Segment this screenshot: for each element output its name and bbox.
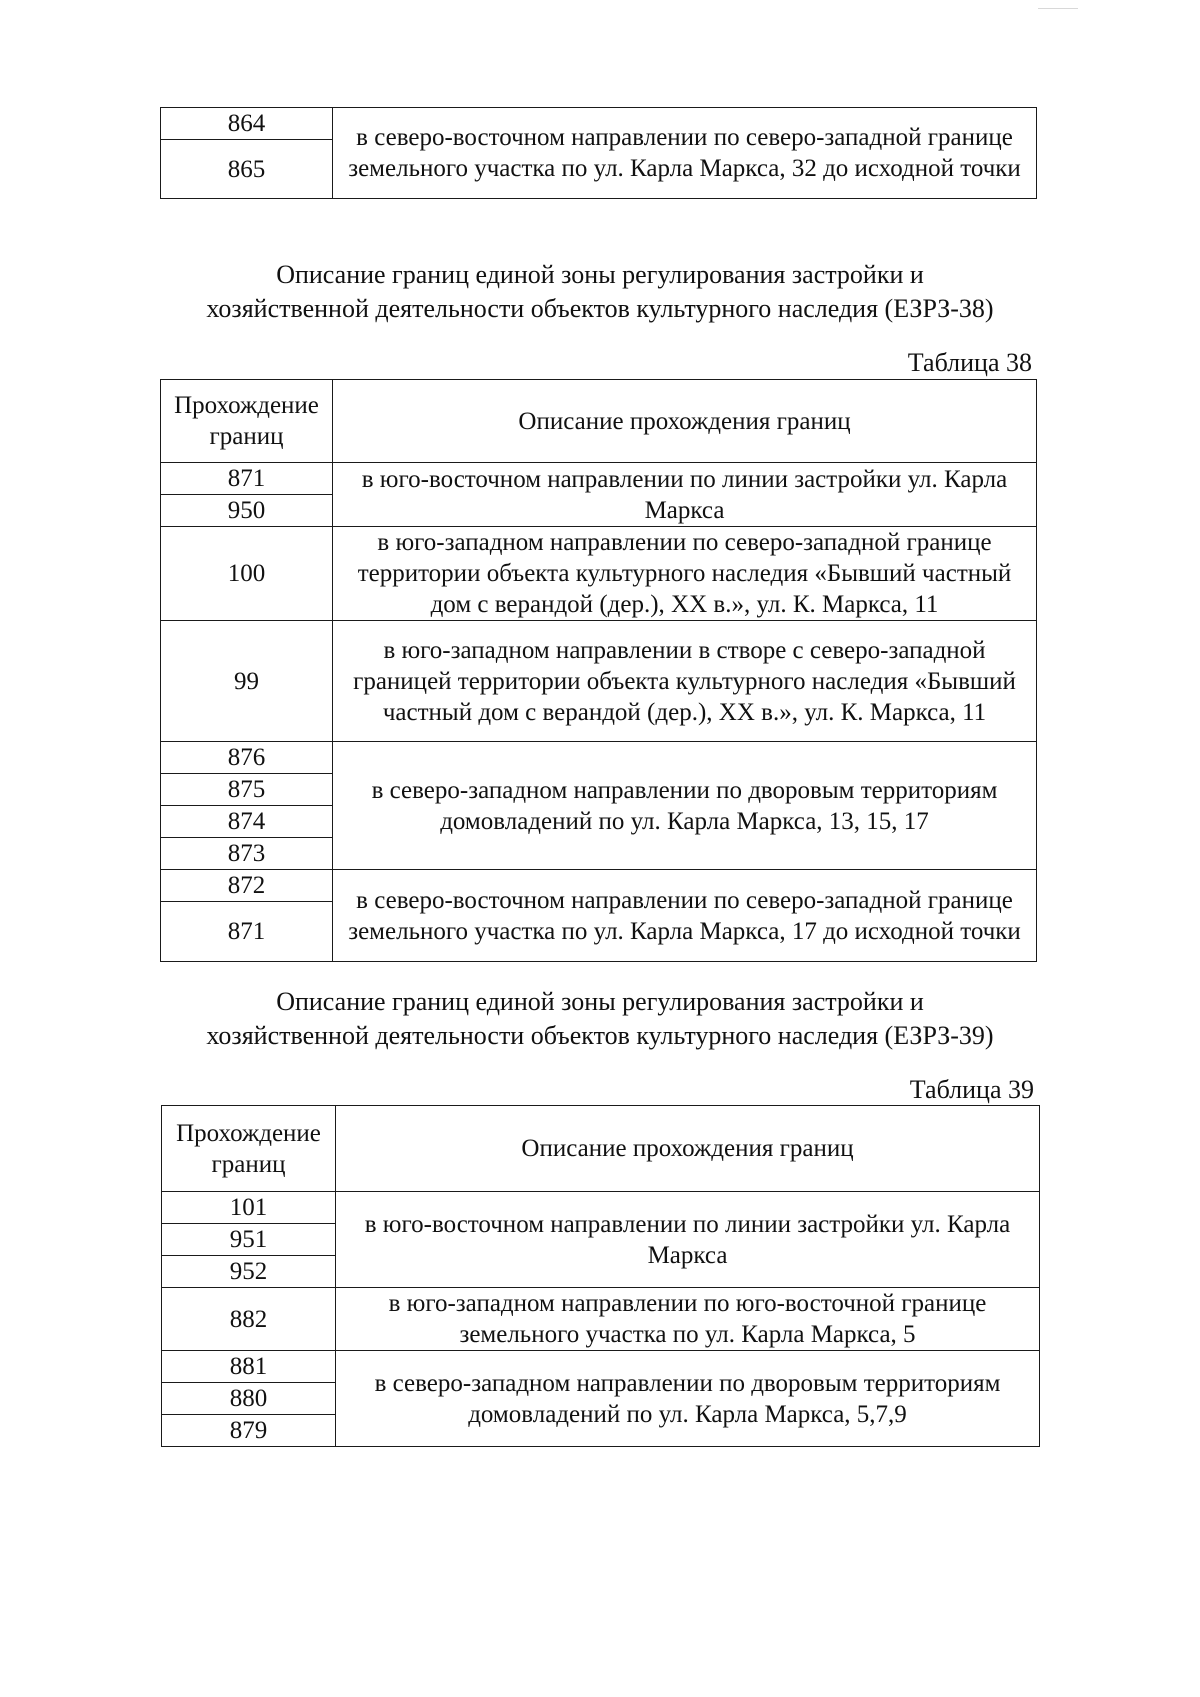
point-number: 879 bbox=[162, 1415, 336, 1447]
point-number: 100 bbox=[161, 527, 333, 621]
point-number: 872 bbox=[161, 870, 333, 902]
boundary-description: в юго-западном направлении в створе с северо-западной границей территории объекта культурного наследия «Бывший частный дом с верандой (дер.), XX в.», ул. К. Маркса, 11 bbox=[333, 621, 1037, 742]
title-line: хозяйственной деятельности объектов культурного наследия (ЕЗРЗ-38) bbox=[206, 294, 994, 323]
point-number: 864 bbox=[161, 108, 333, 140]
section-title-38 bbox=[150, 258, 1050, 326]
boundary-description: в северо-западном направлении по дворовым территориям домовладений по ул. Карла Маркса, 13, 15, 17 bbox=[333, 742, 1037, 870]
point-number: 950 bbox=[161, 495, 333, 527]
boundary-description: в юго-восточном направлении по линии застройки ул. Карла Маркса bbox=[333, 463, 1037, 527]
table-row bbox=[162, 1351, 1040, 1383]
table-continuation bbox=[160, 107, 1037, 199]
point-number: 881 bbox=[162, 1351, 336, 1383]
boundary-description: в юго-западном направлении по северо-западной границе территории объекта культурного наследия «Бывший частный дом с верандой (дер.), XX в.», ул. К. Маркса, 11 bbox=[333, 527, 1037, 621]
header-passage: Прохождение границ bbox=[161, 380, 333, 463]
boundary-description: в северо-западном направлении по дворовым территориям домовладений по ул. Карла Маркса, 5,7,9 bbox=[336, 1351, 1040, 1447]
point-number: 952 bbox=[162, 1256, 336, 1288]
point-number: 865 bbox=[161, 140, 333, 199]
point-number: 873 bbox=[161, 838, 333, 870]
boundary-description: в северо-восточном направлении по северо-западной границе земельного участка по ул. Карла Маркса, 17 до исходной точки bbox=[333, 870, 1037, 962]
point-number: 875 bbox=[161, 774, 333, 806]
table-row bbox=[161, 463, 1037, 495]
header-passage: Прохождение границ bbox=[162, 1106, 336, 1192]
point-number: 101 bbox=[162, 1192, 336, 1224]
table-39 bbox=[161, 1105, 1040, 1447]
table-row bbox=[161, 870, 1037, 902]
boundary-description: в юго-восточном направлении по линии застройки ул. Карла Маркса bbox=[336, 1192, 1040, 1288]
table-row bbox=[161, 742, 1037, 774]
table-row bbox=[161, 108, 1037, 140]
table-caption-39: Таблица 39 bbox=[909, 1075, 1034, 1104]
table-header bbox=[161, 380, 1037, 463]
point-number: 874 bbox=[161, 806, 333, 838]
title-line: Описание границ единой зоны регулирования застройки и bbox=[276, 260, 924, 289]
header-description: Описание прохождения границ bbox=[336, 1106, 1040, 1192]
table-header bbox=[162, 1106, 1040, 1192]
point-number: 871 bbox=[161, 902, 333, 962]
title-line: хозяйственной деятельности объектов культурного наследия (ЕЗРЗ-39) bbox=[206, 1021, 994, 1050]
table-caption-38: Таблица 38 bbox=[907, 348, 1032, 377]
table-row bbox=[161, 621, 1037, 742]
point-number: 880 bbox=[162, 1383, 336, 1415]
point-number: 876 bbox=[161, 742, 333, 774]
point-number: 951 bbox=[162, 1224, 336, 1256]
title-line: Описание границ единой зоны регулирования застройки и bbox=[276, 987, 924, 1016]
boundary-description: в северо-восточном направлении по северо-западной границе земельного участка по ул. Карла Маркса, 32 до исходной точки bbox=[333, 108, 1037, 199]
scan-artifact bbox=[1038, 8, 1078, 9]
header-description: Описание прохождения границ bbox=[333, 380, 1037, 463]
point-number: 99 bbox=[161, 621, 333, 742]
table-38 bbox=[160, 379, 1037, 962]
point-number: 871 bbox=[161, 463, 333, 495]
table-row bbox=[162, 1192, 1040, 1224]
point-number: 882 bbox=[162, 1288, 336, 1351]
section-title-39 bbox=[150, 985, 1050, 1053]
table-row bbox=[161, 527, 1037, 621]
boundary-description: в юго-западном направлении по юго-восточной границе земельного участка по ул. Карла Маркса, 5 bbox=[336, 1288, 1040, 1351]
table-row bbox=[162, 1288, 1040, 1351]
